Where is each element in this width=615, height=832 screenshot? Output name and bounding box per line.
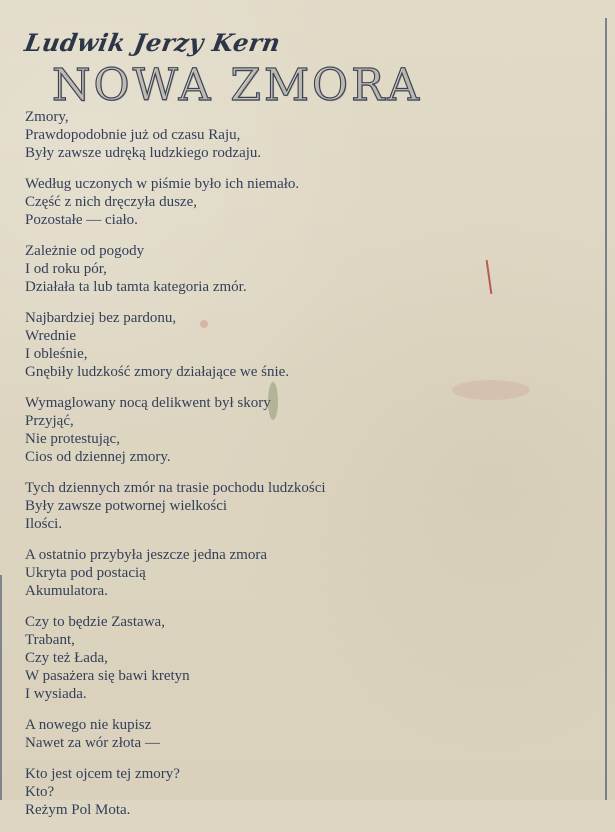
stanza bbox=[25, 613, 595, 703]
paper-stain bbox=[452, 380, 530, 400]
poem-line: Zależnie od pogody bbox=[25, 243, 145, 259]
paper-stain bbox=[200, 320, 208, 328]
poem-line: Reżym Pol Mota. bbox=[25, 802, 131, 818]
poem-line: Pozostałe — ciało. bbox=[25, 212, 138, 228]
left-border-line bbox=[0, 575, 2, 800]
stanza bbox=[25, 479, 595, 533]
stanza bbox=[25, 242, 595, 296]
poem-line: Tych dziennych zmór na trasie pochodu ludzkości bbox=[25, 480, 326, 496]
poem-line: Nie protestując, bbox=[25, 431, 120, 447]
poem-line: Wymaglowany nocą delikwent był skory bbox=[25, 395, 271, 411]
poem-line: Nawet za wór złota — bbox=[25, 735, 160, 751]
stanza bbox=[25, 546, 595, 600]
poem-line: Przyjąć, bbox=[25, 413, 74, 429]
poem-line: Ukryta pod postacią bbox=[25, 565, 146, 581]
poem-line: Czy to będzie Zastawa, bbox=[25, 614, 165, 630]
stanza bbox=[25, 716, 595, 752]
stanza bbox=[25, 108, 595, 162]
poem-line: Kto? bbox=[25, 784, 55, 800]
poem-line: Zmory, bbox=[25, 109, 69, 125]
poem-title: NOWA ZMORA bbox=[52, 60, 422, 111]
poem-line: Najbardziej bez pardonu, bbox=[25, 310, 177, 326]
poem-line: I obleśnie, bbox=[25, 346, 88, 362]
poem-line: I wysiada. bbox=[25, 686, 87, 702]
poem-line: A ostatnio przybyła jeszcze jedna zmora bbox=[25, 547, 267, 563]
poem-line: Czy też Łada, bbox=[25, 650, 108, 666]
stanza bbox=[25, 765, 595, 819]
poem-line: Gnębiły ludzkość zmory działające we śnie. bbox=[25, 364, 290, 380]
poem-line: Działała ta lub tamta kategoria zmór. bbox=[25, 279, 247, 295]
poem-line: I od roku pór, bbox=[25, 261, 107, 277]
poem-line: Trabant, bbox=[25, 632, 75, 648]
poem-line: Cios od dziennej zmory. bbox=[25, 449, 171, 465]
author-name: Ludwik Jerzy Kern bbox=[22, 28, 283, 57]
poem-line: W pasażera się bawi kretyn bbox=[25, 668, 190, 684]
poem-line: Wrednie bbox=[25, 328, 77, 344]
stanza bbox=[25, 394, 595, 466]
poem-line: Prawdopodobnie już od czasu Raju, bbox=[25, 127, 241, 143]
poem-line: Kto jest ojcem tej zmory? bbox=[25, 766, 180, 782]
paper-stain bbox=[268, 382, 278, 420]
stanza bbox=[25, 175, 595, 229]
poem-line: Były zawsze udręką ludzkiego rodzaju. bbox=[25, 145, 262, 161]
poem-line: Ilości. bbox=[25, 516, 63, 532]
stanza bbox=[25, 309, 595, 381]
right-border-line bbox=[605, 18, 607, 800]
poem-line: A nowego nie kupisz bbox=[25, 717, 152, 733]
poem-line: Według uczonych w piśmie było ich niemało. bbox=[25, 176, 300, 192]
poem-body bbox=[25, 108, 595, 832]
poem-line: Akumulatora. bbox=[25, 583, 108, 599]
poem-line: Były zawsze potwornej wielkości bbox=[25, 498, 228, 514]
poem-line: Część z nich dręczyła dusze, bbox=[25, 194, 197, 210]
